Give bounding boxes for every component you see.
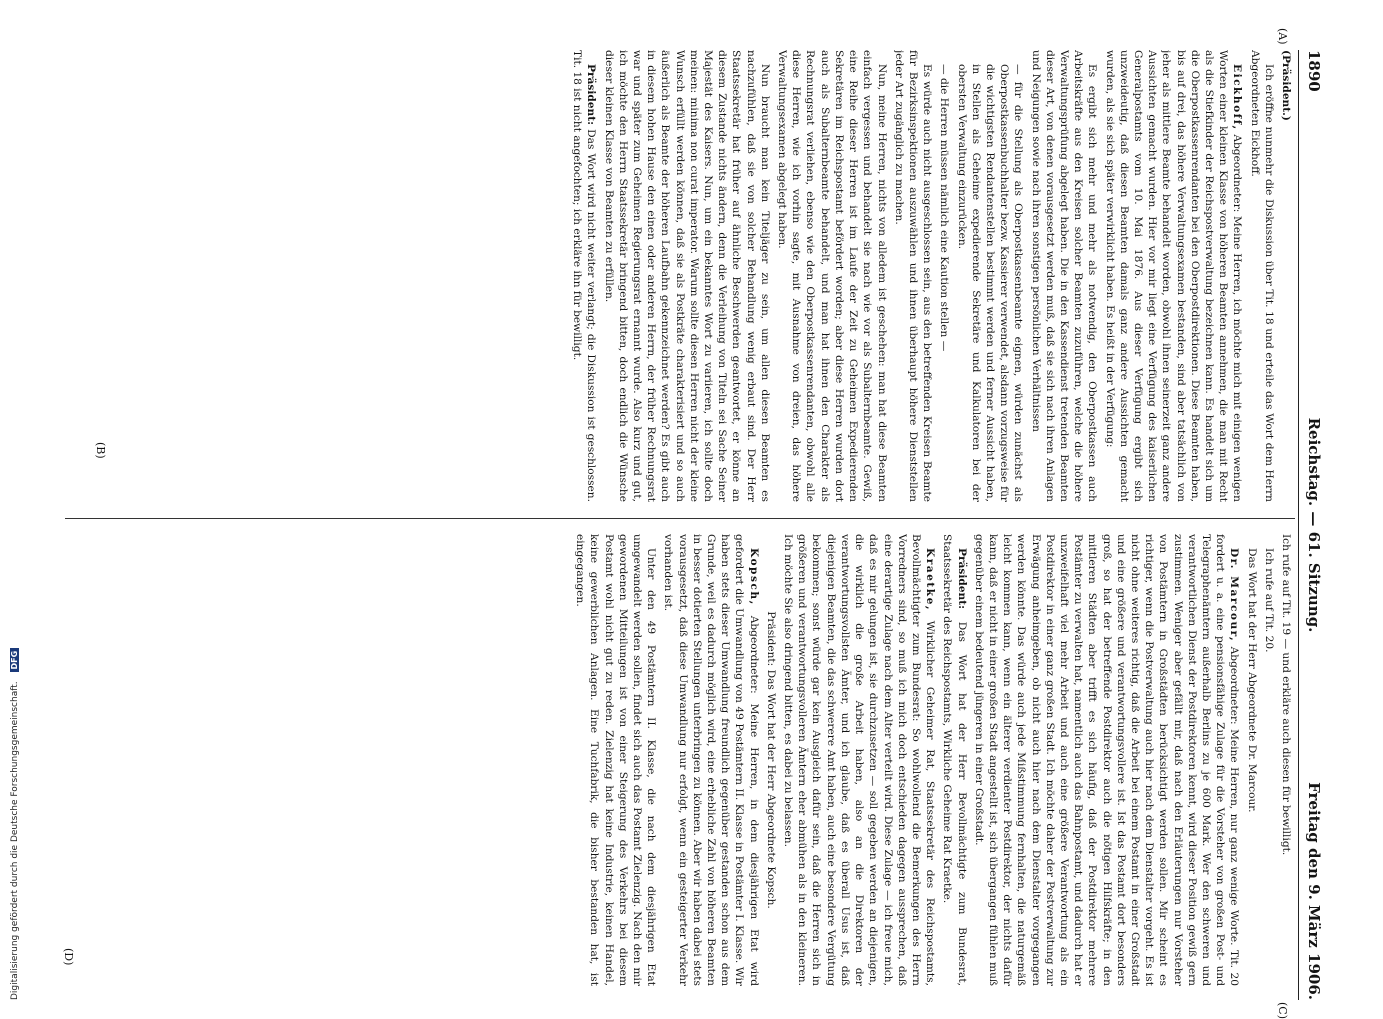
speech-text: Abgeordneter: Meine Herren, in dem diesjährigen Etat wird gefordert die Umwandlung von 49 Postämtern II. Klasse in Postämter I. Klasse. Wir haben stets dieser Umwandlung freundlich gegenüber gestanden schon aus dem Grunde, weil es dadurch möglich wird, eine erhebliche Zahl von höheren Beamten in besser dotierten Stellungen unterbringen zu können. Aber wir haben dabei stets vorausgesetzt, daß diese Umwandlung nur erfolgt, wenn ein gesteigerter Verkehr vorhanden ist. — [662, 534, 760, 986]
digitization-credit — [0, 0, 30, 1000]
paragraph: Präsident: Das Wort hat der Herr Abgeordnete Kopsch. — [764, 611, 777, 909]
digitization-credit-text: Digitalisierung gefördert durch die Deutsche Forschungsgemeinschaft. — [10, 681, 20, 1000]
margin-marker-b: (B) — [94, 442, 107, 459]
speech-text: Abgeordneter: Meine Herren, ich möchte mich mit einigen wenigen Worten einer kleinen Klasse von höheren Beamten annehmen, die man mit Recht als die Stiefkinder der Reichspostverwaltung bezeichnen kann. Es handelt sich um die Oberpostkassenrendanten bei den Oberpostdirektionen. Diese Beamten haben, bis auf drei, das höhere Verwaltungsexamen bestanden, sind aber tatsächlich von jeher als mittlere Beamte behandelt worden, obwohl ihnen seinerzeit ganz andere Aussichten gemacht wurden. Hier vor mir liegt eine Verfügung des kaiserlichen Generalpostamts vom 10. Mai 1876. Aus dieser Verfügung ergibt sich unzweideutig, daß diesen Beamten damals ganz andere Aussichten gemacht wurden, als sie sich später verwirklicht haben. Es heißt in der Verfügung: — [1103, 50, 1244, 502]
paragraph: Ich rufe auf Tit. 20. — [1262, 548, 1275, 653]
header-rule — [1298, 50, 1299, 1000]
paragraph: Nun, meine Herren, nichts von alledem ist geschehen: man hat diese Beamten einfach vergessen und behandelt sie nach wie vor als Subalternbeamte. Gewiß, eine Reihe dieser Herren ist im Laufe der Zeit zu Geheimen Expedierenden Sekretären im Reichspostamt befördert worden; aber diese Herren wurden dort auch als Subalternbeamte behandelt, und man hat ihnen den Charakter als Rechnungsrat verliehen, ebenso wie den Oberpostkassenrendanten, obwohl alle diese Herren, wie ich vorhin sagte, mit Ausnahme von dreien, das höhere Verwaltungsexamen abgelegt haben. — [776, 50, 888, 502]
speaker-name: Kopsch, — [747, 548, 760, 606]
page-header — [1299, 50, 1325, 1000]
page-title: Reichstag. — 61. Sitzung. — [1305, 417, 1323, 633]
dfg-logo: DFG — [10, 648, 19, 673]
speaker-label: Präsident: — [585, 64, 598, 126]
column-divider — [65, 518, 1295, 519]
quotation-item: — die Herren müssen nämlich eine Kaution stellen — — [938, 64, 951, 352]
margin-marker-d: (D) — [62, 948, 75, 966]
paragraph — [972, 534, 1242, 986]
left-column — [63, 50, 1293, 502]
paragraph: Es würde auch nicht ausgeschlossen sein, aus den betreffenden Kreisen Beamte für Bezirksinspektionen auszuwählen und ihnen überhaupt höhere Dienststellen jeder Art zugänglich zu machen. — [892, 50, 934, 502]
paragraph — [1102, 50, 1244, 502]
quotation-item: — für die Stellung als Oberpostkassenbeamte eignen, würden zunächst als Oberpostkassenbuchhalter bezw. Kassierer verwendet, alsdann vorzugsweise für die wichtigsten Rendantenstellen bestimmt werden und ferner Aussicht haben, in Stellen als Geheime expedierende Sekretäre und Kalkulatoren bei der obersten Verwaltung einzurücken. — [955, 64, 1025, 502]
speech-text: Das Wort hat der Herr Bevollmächtigte zum Bundesrat, Staatssekretär des Reichspostamts, Wirkliche Geheime Rat Kraetke. — [941, 534, 968, 986]
margin-marker-c: (C) — [1276, 1002, 1289, 1019]
speaker-name: Kraetke, — [924, 548, 937, 612]
quotation: Es ergibt sich mehr und mehr als notwendig, den Oberpostkassen auch Arbeitskräfte aus den Kreisen solcher Beamten zuzuführen, welche die höhere Verwaltungsprüfung abgelegt haben. Die in den Kassendienst tretenden Beamten dieser Art, von denen vorausgesetzt werden muß, daß sie sich nach ihren Anlagen und Neigungen sowie nach ihren sonstigen persönlichen Verhältnissen — [1029, 50, 1099, 502]
speech-text: Das Wort wird nicht weiter verlangt; die Diskussion ist geschlossen. Tit. 18 ist nicht angefochten; ich erkläre ihn für bewilligt. — [571, 50, 598, 502]
speaker-label: Präsident: — [955, 548, 968, 610]
paragraph — [940, 534, 968, 986]
paragraph: Ich eröffne nunmehr die Diskussion über Tit. 18 und erteile das Wort dem Herrn Abgeordneten Eickhoff. — [1248, 50, 1275, 502]
paragraph — [1279, 50, 1293, 502]
paragraph: Unter den 49 Postämtern II. Klasse, die nach dem diesjährigen Etat umgewandelt werden sollen, findet sich auch das Postamt Zielenzig. Nach den mir gewordenen Mitteilungen ist von einer Steigerung des Verkehrs bei diesem Postamt wohl nicht gut zu reden. Zielenzig hat keine Industrie, keinen Handel, keine gewerblichen Anlagen. Eine Tuchfabrik, die bisher bestanden hat, ist eingegangen. — [574, 534, 658, 986]
speech-text: Wirklicher Geheimer Rat, Staatssekretär des Reichspostamts, Bevollmächtigter zum Bundesrat: So wohlwollend die Bemerkungen des Herrn Vorredners sind, so muß ich mich doch entschieden dagegen aussprechen, daß eine derartige Zulage nach dem Alter verteilt wird. Diese Zulage — ich freue mich, daß es mir gelungen ist, sie durchzusetzen — soll gegeben werden an diejenigen, die wirklich die große Arbeit haben, also an die Direktoren der verantwortungsvollsten Ämter, und ich glaube, daß es überall Usus ist, daß diejenigen Beamten, die das schwerere Amt haben, auch eine besondere Vergütung bekommen; sonst würde gar kein Ausgleich dafür sein, daß die Herren sich in größeren und verantwortungsvolleren Ämtern eher abmühen als in den kleineren. Ich möchte Sie also dringend bitten, es dabei zu belassen. — [782, 534, 937, 986]
paragraph: Ich rufe auf Tit. 19 — und erkläre auch diesen für bewilligt. — [1280, 534, 1292, 856]
speaker-name: Eickhoff, — [1231, 64, 1244, 131]
scanned-page — [50, 28, 1325, 1019]
speaker-name: Dr. Marcour, — [1228, 548, 1241, 643]
page-number: 1890 — [1305, 50, 1323, 92]
paragraph: Nun braucht man kein Titeljäger zu sein, um allen diesen Beamten es nachzufühlen, daß sie von solcher Behandlung wenig erbaut sind. Der Herr Staatssekretär hat früher auf ähnliche Beschwerden geantwortet, er könne an diesem Zustande nichts ändern, denn die Verleihung von Titeln sei Sache Seiner Majestät des Kaisers. Nun, um ein bekanntes Wort zu variieren, ich sollte doch meinen: minima non curat imperator. Warum sollte diesen Herren nicht der kleine Wunsch erfüllt werden können, daß sie als Postkräte charakterisiert und so auch äußerlich als Beamte der höheren Laufbahn gekennzeichnet werden? Es gibt auch in diesem hohen Hause den einen oder anderen Herrn, der früher Rechnungsrat war und später zum Geheimen Regierungsrat ernannt wurde. Also kurz und gut, ich möchte den Herrn Staatssekretär bringend bitten, doch endlich die Wünsche dieser kleinen Klasse von Beamten zu erfüllen. — [602, 50, 771, 502]
right-column — [63, 534, 1293, 986]
paragraph — [570, 50, 598, 502]
speaker-label: (Präsident.) — [1280, 50, 1292, 121]
speech-text: Abgeordneter: Meine Herren, nur ganz wenige Worte. Tit. 20 fordert u. a. eine pensionsfähige Zulage für die Vorsteher von großen Post- und Telegraphenämtern außerhalb Berlins zu je 600 Mark. Wer den schweren und verantwortlichen Dienst der Postdirektoren kennt, wird dieser Position gewiß gern zustimmen. Weniger aber gefällt mir, daß nach den Erläuterungen nur Vorsteher von Postämtern in Großstädten berücksichtigt werden sollen. Mir scheint es richtiger, wenn die Postverwaltung auch hier nach dem Dienstalter vorgeht. Es ist nicht ohne weiteres richtig, daß die Arbeit bei einem Postamt in einer Großstadt und eine größere und verantwortungsvollere ist. Ist das Postamt dort besonders groß, so hat der betreffende Postdirektor auch die nötigen Hilfskräfte; in den mittleren Städten aber trifft es sich häufig, daß der Postdirektor mehrere Postämter zu verwalten hat, namentlich auch das Bahnpostamt, und dadurch hat er unzweifelhaft viel mehr Arbeit und auch eine größere Verantwortung als ein Postdirektor in einer ganz großen Stadt. Ich möchte daher der Postverwaltung zur Erwägung anheimgeben, ob nicht auch hier nach dem Dienstalter vorgegangen werden könnte. Das würde auch jede Mißstimmung fernhalten, die naturgemäß leicht kommen kann, wenn ein älterer verdienter Postdirektor, der nichts dafür kann, daß er nicht in einer großen Stadt angestellt ist, sich übergangen fühlen muß gegenüber einem bedeutend jüngeren in einer Großstadt. — [972, 534, 1241, 986]
session-date: Freitag den 9. März 1906. — [1305, 782, 1323, 1000]
paragraph — [781, 534, 937, 986]
margin-marker-a: (A) — [1276, 28, 1289, 45]
paragraph — [661, 534, 760, 986]
paragraph: Das Wort hat der Herr Abgeordnete Dr. Marcour. — [1245, 548, 1258, 813]
